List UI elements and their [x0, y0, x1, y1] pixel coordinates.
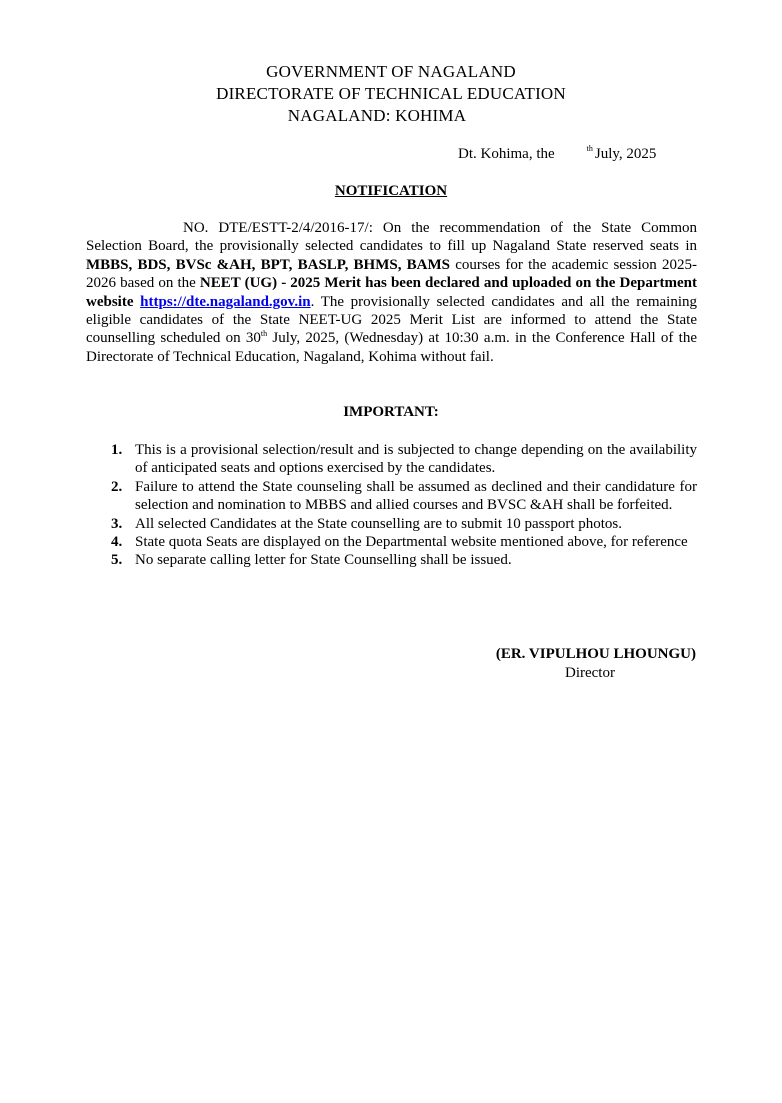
header-directorate: DIRECTORATE OF TECHNICAL EDUCATION: [216, 84, 566, 103]
item-text: This is a provisional selection/result and is subjected to change depending on the availability of anticipated seats and options exercised by the candidates.: [135, 442, 697, 477]
body-text-2: courses for the academic session 2025-2026 based on the: [86, 256, 697, 292]
important-item-2: [108, 478, 697, 515]
header-location: NAGALAND: KOHIMA: [287, 106, 467, 125]
item-text: Failure to attend the State counseling shall be assumed as declined and their candidature for selection and nomination to MBBS and allied courses and BVSC &AH shall be forfeited.: [135, 478, 697, 514]
header-government: GOVERNMENT OF NAGALAND: [266, 62, 516, 81]
signatory-designation: Director: [565, 665, 615, 681]
signatory-name: (ER. VIPULHOU LHOUNGU): [495, 646, 696, 662]
notification-body: [86, 219, 697, 366]
date-prefix: Dt. Kohima, the: [458, 146, 555, 162]
item-number: 1.: [111, 442, 123, 458]
notification-date: [458, 145, 656, 165]
important-item-5: [108, 551, 697, 569]
item-number: 4.: [111, 534, 123, 551]
item-number: 2.: [111, 478, 123, 495]
date-day-suffix: th: [586, 144, 593, 153]
important-title: IMPORTANT:: [343, 404, 439, 420]
date-month-year: July, 2025: [594, 146, 657, 162]
item-number: 5.: [111, 552, 123, 569]
important-item-3: [108, 515, 697, 533]
item-text: No separate calling letter for State Counselling shall be issued.: [135, 552, 512, 569]
item-text: State quota Seats are displayed on the Departmental website mentioned above, for reference: [135, 534, 688, 551]
body-text-5: July, 2025, (Wednesday) at 10:30 a.m. in the Conference Hall of the Directorate of Technical Education, Nagaland, Kohima without fail.: [86, 330, 697, 365]
department-website-link[interactable]: https://dte.nagaland.gov.in: [140, 293, 311, 310]
important-item-1: [108, 441, 697, 478]
body-text-1: NO. DTE/ESTT-2/4/2016-17/: On the recommendation of the State Common Selection Board, the provisionally selected candidates to fill up Nagaland State reserved seats in: [86, 220, 697, 255]
body-date-suffix: th: [260, 329, 268, 339]
item-text: All selected Candidates at the State counselling are to submit 10 passport photos.: [135, 515, 622, 532]
notification-title: NOTIFICATION: [334, 183, 448, 199]
body-merit-declared: NEET (UG) - 2025 Merit has been declared and uploaded on the Department website: [86, 275, 698, 310]
item-number: 3.: [111, 515, 123, 532]
important-item-4: [108, 533, 697, 551]
important-list: [108, 441, 697, 570]
body-text-4: . The provisionally selected candidates and all the remaining eligible candidates of the State NEET-UG 2025 Merit List are informed to attend the State counselling scheduled on 30: [86, 293, 698, 347]
body-courses: MBBS, BDS, BVSc &AH, BPT, BASLP, BHMS, BAMS: [86, 256, 450, 273]
